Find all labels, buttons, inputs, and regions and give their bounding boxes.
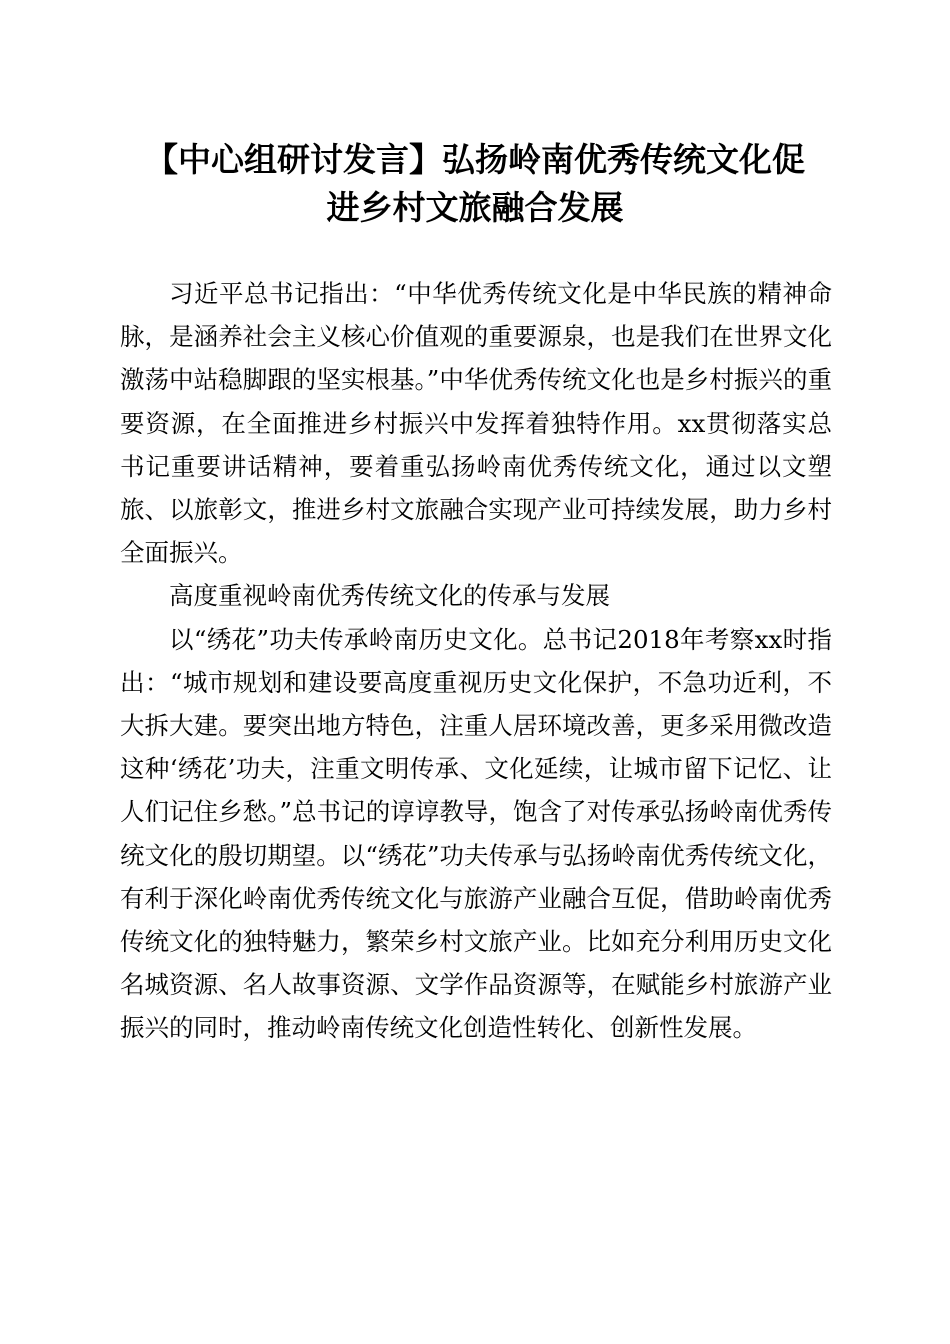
document-body [120,272,832,1050]
title-line-1: 【中心组研讨发言】弘扬岭南优秀传统文化促 [145,140,805,179]
title-line-2: 进乡村文旅融合发展 [326,188,624,227]
document-title [100,136,850,232]
paragraph-embroidery: 以“绣花”功夫传承岭南历史文化。总书记2018年考察xx时指出：“城市规划和建设要高度重视历史文化保护，不急功近利，不大拆大建。要突出地方特色，注重人居环境改善，更多采用微改造这种‘绣花’功夫，注重文明传承、文化延续，让城市留下记忆、让人们记住乡愁。”总书记的谆谆教导，饱含了对传承弘扬岭南优秀传统文化的殷切期望。以“绣花”功夫传承与弘扬岭南优秀传统文化，有利于深化岭南优秀传统文化与旅游产业融合互促，借助岭南优秀传统文化的独特魅力，繁荣乡村文旅产业。比如充分利用历史文化名城资源、名人故事资源、文学作品资源等，在赋能乡村旅游产业振兴的同时，推动岭南传统文化创造性转化、创新性发展。 [120,624,832,1043]
paragraph-intro: 习近平总书记指出：“中华优秀传统文化是中华民族的精神命脉，是涵养社会主义核心价值观的重要源泉，也是我们在世界文化激荡中站稳脚跟的坚实根基。”中华优秀传统文化也是乡村振兴的重要资源，在全面推进乡村振兴中发挥着独特作用。xx贯彻落实总书记重要讲话精神，要着重弘扬岭南优秀传统文化，通过以文塑旅、以旅彰文，推进乡村文旅融合实现产业可持续发展，助力乡村全面振兴。 [120,279,832,568]
section-heading: 高度重视岭南优秀传统文化的传承与发展 [169,581,610,611]
